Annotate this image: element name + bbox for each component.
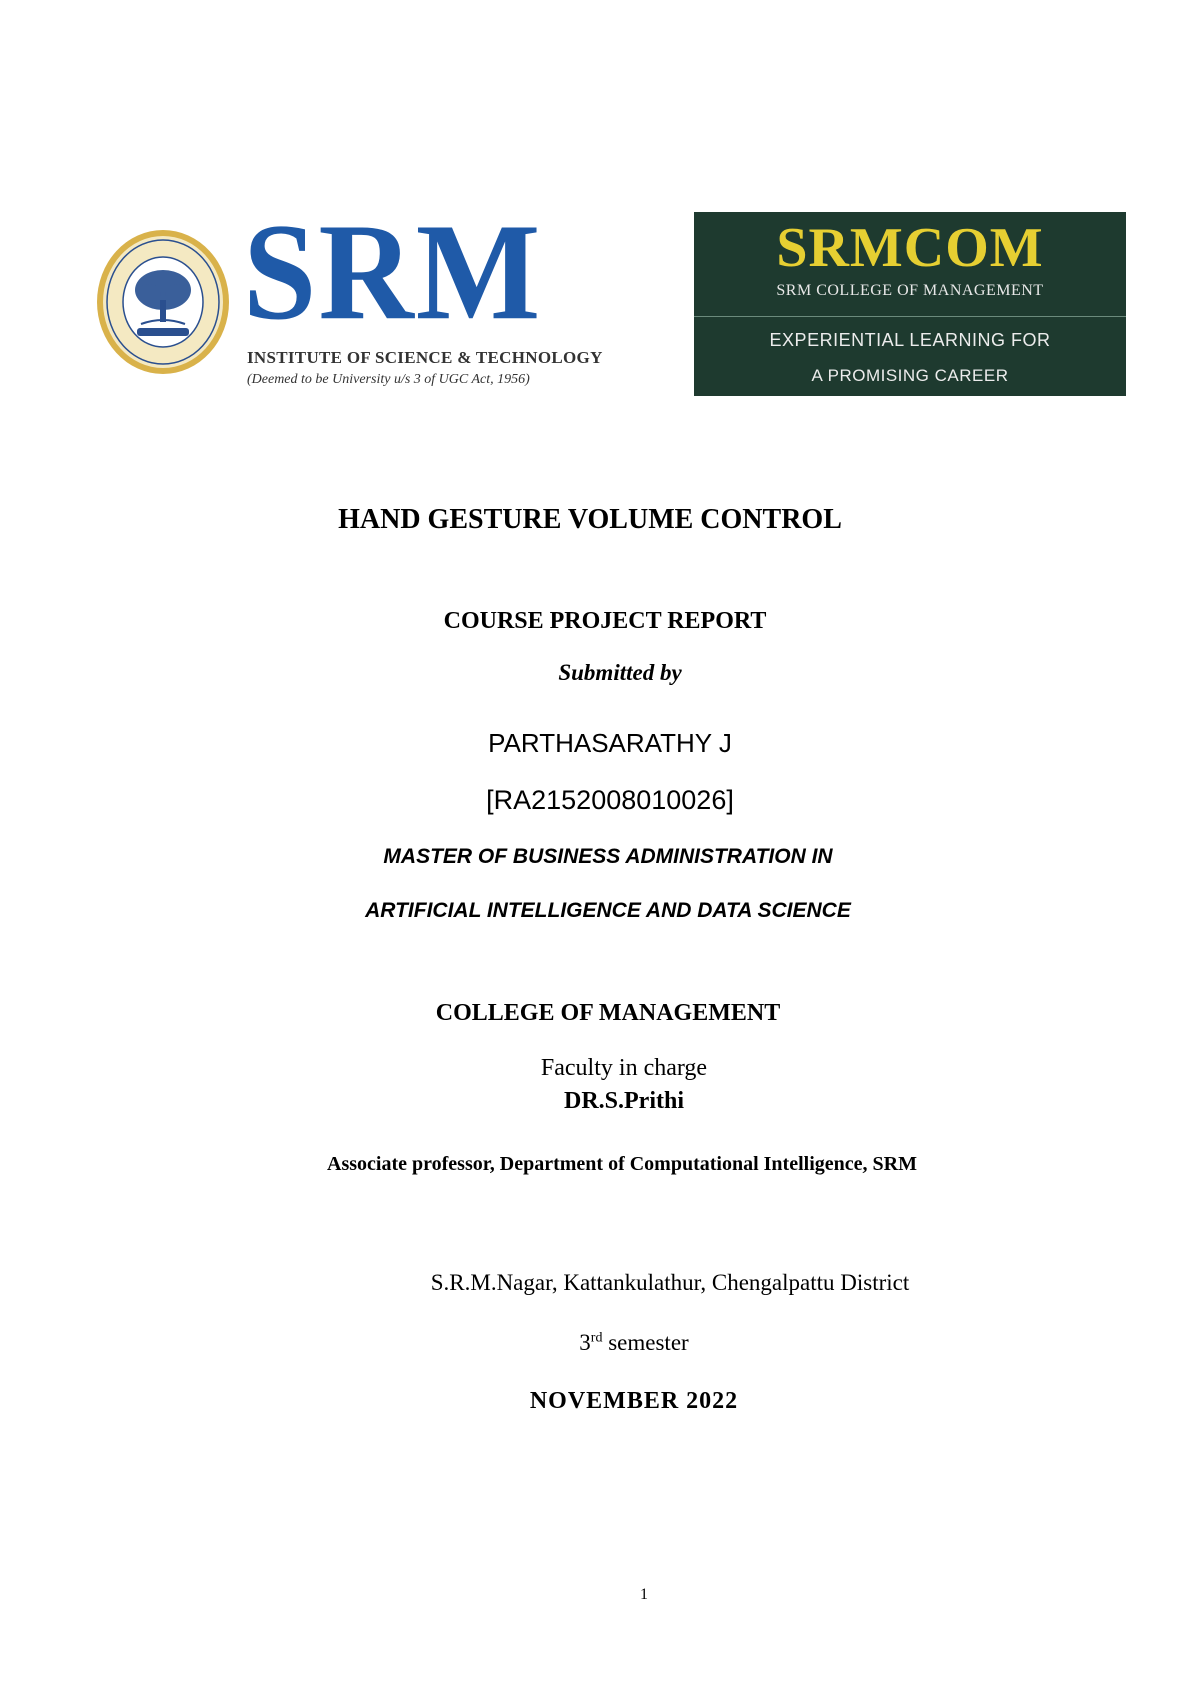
srmcom-tagline-2: A PROMISING CAREER: [811, 366, 1009, 385]
submitted-by-label: Submitted by: [558, 660, 682, 685]
month-year: NOVEMBER 2022: [529, 1388, 739, 1414]
srmcom-subtitle: SRM COLLEGE OF MANAGEMENT: [776, 282, 1044, 299]
srmcom-tagline-1: EXPERIENTIAL LEARNING FOR: [769, 330, 1051, 350]
srmcom-logo: [694, 212, 1126, 396]
page-number: 1: [640, 1586, 648, 1603]
degree-line-1: MASTER OF BUSINESS ADMINISTRATION IN: [383, 845, 833, 868]
srm-logo: [95, 194, 603, 400]
semester-number: 3: [579, 1330, 591, 1355]
srm-wordmark: SRM: [243, 194, 543, 349]
college-name: COLLEGE OF MANAGEMENT: [435, 1000, 781, 1026]
report-title: HAND GESTURE VOLUME CONTROL: [338, 504, 842, 535]
report-type: COURSE PROJECT REPORT: [443, 608, 767, 634]
srm-deemed-line: (Deemed to be University u/s 3 of UGC Act, 1956): [247, 372, 530, 387]
srm-seal-icon: [95, 228, 231, 376]
student-name: PARTHASARATHY J: [488, 728, 732, 758]
srmcom-wordmark: SRMCOM: [776, 217, 1044, 279]
srm-institute-line: INSTITUTE OF SCIENCE & TECHNOLOGY: [247, 348, 603, 367]
faculty-label: Faculty in charge: [540, 1055, 708, 1081]
semester-word: semester: [602, 1330, 689, 1355]
degree-line-2: ARTIFICIAL INTELLIGENCE AND DATA SCIENCE: [365, 899, 851, 922]
register-number: [RA2152008010026]: [486, 785, 734, 815]
semester-suffix: rd: [590, 1330, 603, 1346]
faculty-name: DR.S.Prithi: [564, 1088, 684, 1114]
srmcom-divider: [694, 316, 1126, 317]
address: S.R.M.Nagar, Kattankulathur, Chengalpattu District: [430, 1270, 910, 1295]
semester: [34, 1330, 1200, 1356]
faculty-designation: Associate professor, Department of Computational Intelligence, SRM: [327, 1153, 917, 1175]
